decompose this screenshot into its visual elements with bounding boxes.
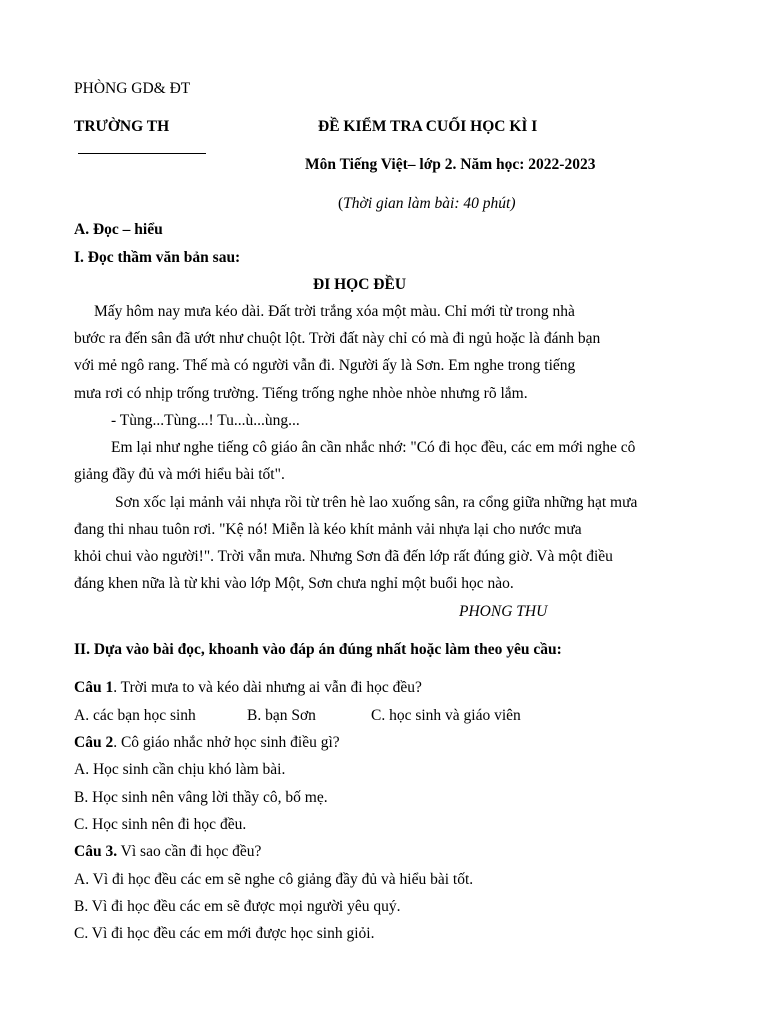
part1-title: I. Đọc thầm văn bản sau:: [74, 249, 241, 266]
question-1-option-c[interactable]: C. học sinh và giáo viên: [371, 707, 521, 724]
question-3: Câu 3. Vì sao cần đi học đều?: [74, 843, 262, 860]
story-line: Mấy hôm nay mưa kéo dài. Đất trời trắng xóa một màu. Chỉ mới từ trong nhà: [94, 303, 575, 320]
school-underline: [78, 153, 206, 154]
story-line: - Tùng...Tùng...! Tu...ù...ùng...: [111, 412, 300, 429]
question-1-option-b[interactable]: B. bạn Sơn: [247, 707, 316, 724]
question-2-option-c[interactable]: C. Học sinh nên đi học đều.: [74, 816, 247, 833]
department-name: PHÒNG GD& ĐT: [74, 80, 191, 97]
school-name: TRƯỜNG TH: [74, 118, 170, 135]
story-author: PHONG THU: [459, 603, 548, 620]
time-note: (Thời gian làm bài: 40 phút): [338, 195, 516, 212]
section-a-title: A. Đọc – hiểu: [74, 221, 163, 238]
question-2-option-a[interactable]: A. Học sinh cần chịu khó làm bài.: [74, 761, 286, 778]
story-title: ĐI HỌC ĐỀU: [313, 276, 407, 293]
story-line: khỏi chui vào người!". Trời vẫn mưa. Nhưng Sơn đã đến lớp rất đúng giờ. Và một điều: [74, 548, 613, 565]
question-3-option-c[interactable]: C. Vì đi học đều các em mới được học sinh giỏi.: [74, 925, 375, 942]
story-line: mưa rơi có nhịp trống trường. Tiếng trống nghe nhòe nhòe nhưng rõ lắm.: [74, 385, 528, 402]
subject-line: Môn Tiếng Việt– lớp 2. Năm học: 2022-2023: [305, 156, 596, 173]
story-line: giảng đầy đủ và mới hiểu bài tốt".: [74, 466, 285, 483]
story-line: đang thi nhau tuôn rơi. "Kệ nó! Miễn là kéo khít mảnh vải nhựa lại cho nước mưa: [74, 521, 582, 538]
story-line: Sơn xốc lại mảnh vải nhựa rồi từ trên hè lao xuống sân, ra cổng giữa những hạt mưa: [115, 494, 638, 511]
story-line: với mẻ ngô rang. Thế mà có người vẫn đi. Người ấy là Sơn. Em nghe trong tiếng: [74, 357, 576, 374]
question-1: Câu 1. Trời mưa to và kéo dài nhưng ai vẫn đi học đều?: [74, 679, 422, 696]
question-3-option-a[interactable]: A. Vì đi học đều các em sẽ nghe cô giảng đầy đủ và hiểu bài tốt.: [74, 871, 474, 888]
story-line: Em lại như nghe tiếng cô giáo ân cần nhắc nhớ: "Có đi học đều, các em mới nghe cô: [111, 439, 636, 456]
part2-title: II. Dựa vào bài đọc, khoanh vào đáp án đúng nhất hoặc làm theo yêu cầu:: [74, 641, 562, 658]
story-line: đáng khen nữa là từ khi vào lớp Một, Sơn chưa nghỉ một buổi học nào.: [74, 575, 514, 592]
question-3-option-b[interactable]: B. Vì đi học đều các em sẽ được mọi người yêu quý.: [74, 898, 401, 915]
story-line: bước ra đến sân đã ướt như chuột lột. Trời đất này chỉ có mà đi ngủ hoặc là đánh bạn: [74, 330, 601, 347]
exam-title: ĐỀ KIỂM TRA CUỐI HỌC KÌ I: [318, 118, 538, 135]
question-2-option-b[interactable]: B. Học sinh nên vâng lời thầy cô, bố mẹ.: [74, 789, 328, 806]
question-1-option-a[interactable]: A. các bạn học sinh: [74, 707, 196, 724]
question-2: Câu 2. Cô giáo nhắc nhở học sinh điều gì?: [74, 734, 340, 751]
